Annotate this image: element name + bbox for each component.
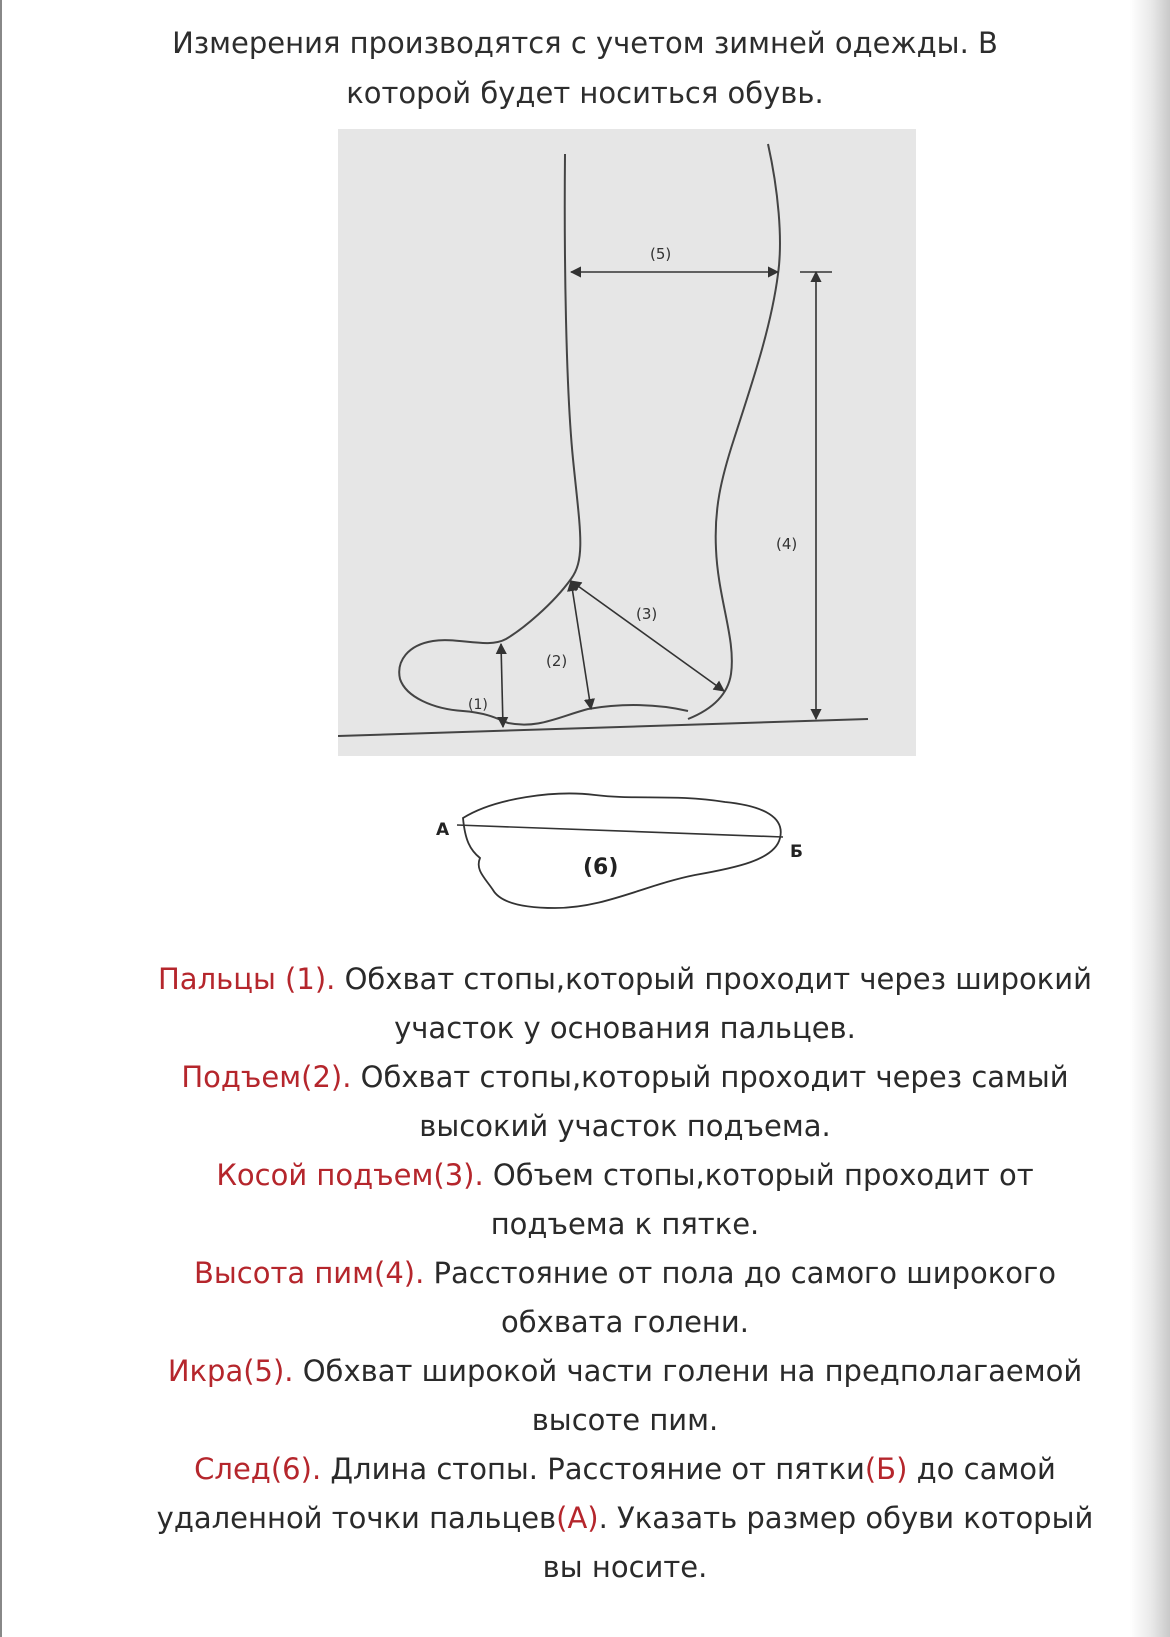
measurement-text: Обхват стопы,который проходит через самый высокий участок подъема. — [351, 1060, 1069, 1143]
measure-5-label: (5) — [650, 245, 672, 263]
floor-line — [338, 719, 868, 736]
measurement-item-6: След(6). Длина стопы. Расстояние от пятки(Б) до самой удаленной точки пальцев(А). Указать размер обуви который вы носите. — [156, 1452, 1094, 1584]
measure-2-label: (2) — [546, 652, 568, 670]
measurement-term: Икра(5) — [167, 1354, 285, 1388]
measurement-descriptions — [150, 955, 1100, 1592]
toe-point-ref: (А) — [556, 1501, 599, 1535]
measure-3-arrow — [571, 581, 724, 691]
measurement-text: Обхват стопы,который проходит через широкий участок у основания пальцев. — [335, 962, 1092, 1045]
insole-diagram — [435, 790, 815, 930]
intro-text: Измерения производятся с учетом зимней одежды. В которой будет носиться обувь. — [172, 26, 998, 110]
measurement-item-3: Косой подъем(3). Объем стопы,который проходит от подъема к пятке. — [216, 1158, 1034, 1241]
insole-outline — [463, 794, 781, 908]
measurement-text: Объем стопы,который проходит от подъема к пятке. — [483, 1158, 1034, 1241]
measurement-item-4: Высота пим(4). Расстояние от пола до самого широкого обхвата голени. — [193, 1256, 1057, 1339]
leg-back-outline — [399, 154, 688, 725]
leg-front-outline — [688, 144, 780, 719]
measurement-item-2: Подъем(2). Обхват стопы,который проходит через самый высокий участок подъема. — [181, 1060, 1069, 1143]
insole-length-line — [457, 825, 783, 837]
measurement-term: Пальцы (1) — [158, 962, 327, 996]
measure-4-label: (4) — [776, 535, 798, 553]
point-a-label: А — [436, 820, 450, 840]
point-b-label: Б — [790, 842, 803, 862]
right-shadow — [1130, 0, 1170, 1637]
measurement-text: Длина стопы. Расстояние от пятки — [321, 1452, 865, 1486]
heel-point-ref: (Б) — [864, 1452, 908, 1486]
measure-6-label: (6) — [583, 855, 619, 880]
measure-1-label: (1) — [468, 697, 488, 713]
left-border — [0, 0, 2, 1637]
measurement-term: Подъем(2) — [181, 1060, 343, 1094]
measurement-text: Расстояние от пола до самого широкого обхвата голени. — [424, 1256, 1057, 1339]
leg-measurement-diagram — [338, 129, 916, 756]
measurement-text: Обхват широкой части голени на предполагаемой высоте пим. — [293, 1354, 1083, 1437]
measurement-term: След(6) — [194, 1452, 312, 1486]
measure-3-label: (3) — [636, 605, 658, 623]
measure-2-arrow — [571, 581, 591, 709]
measurement-term: Косой подъем(3) — [216, 1158, 475, 1192]
measurement-item-5: Икра(5). Обхват широкой части голени на предполагаемой высоте пим. — [167, 1354, 1083, 1437]
measurement-item-1: Пальцы (1). Обхват стопы,который проходит через широкий участок у основания пальцев. — [158, 962, 1092, 1045]
measure-1-arrow — [501, 644, 503, 727]
measurement-term: Высота пим(4) — [193, 1256, 416, 1290]
